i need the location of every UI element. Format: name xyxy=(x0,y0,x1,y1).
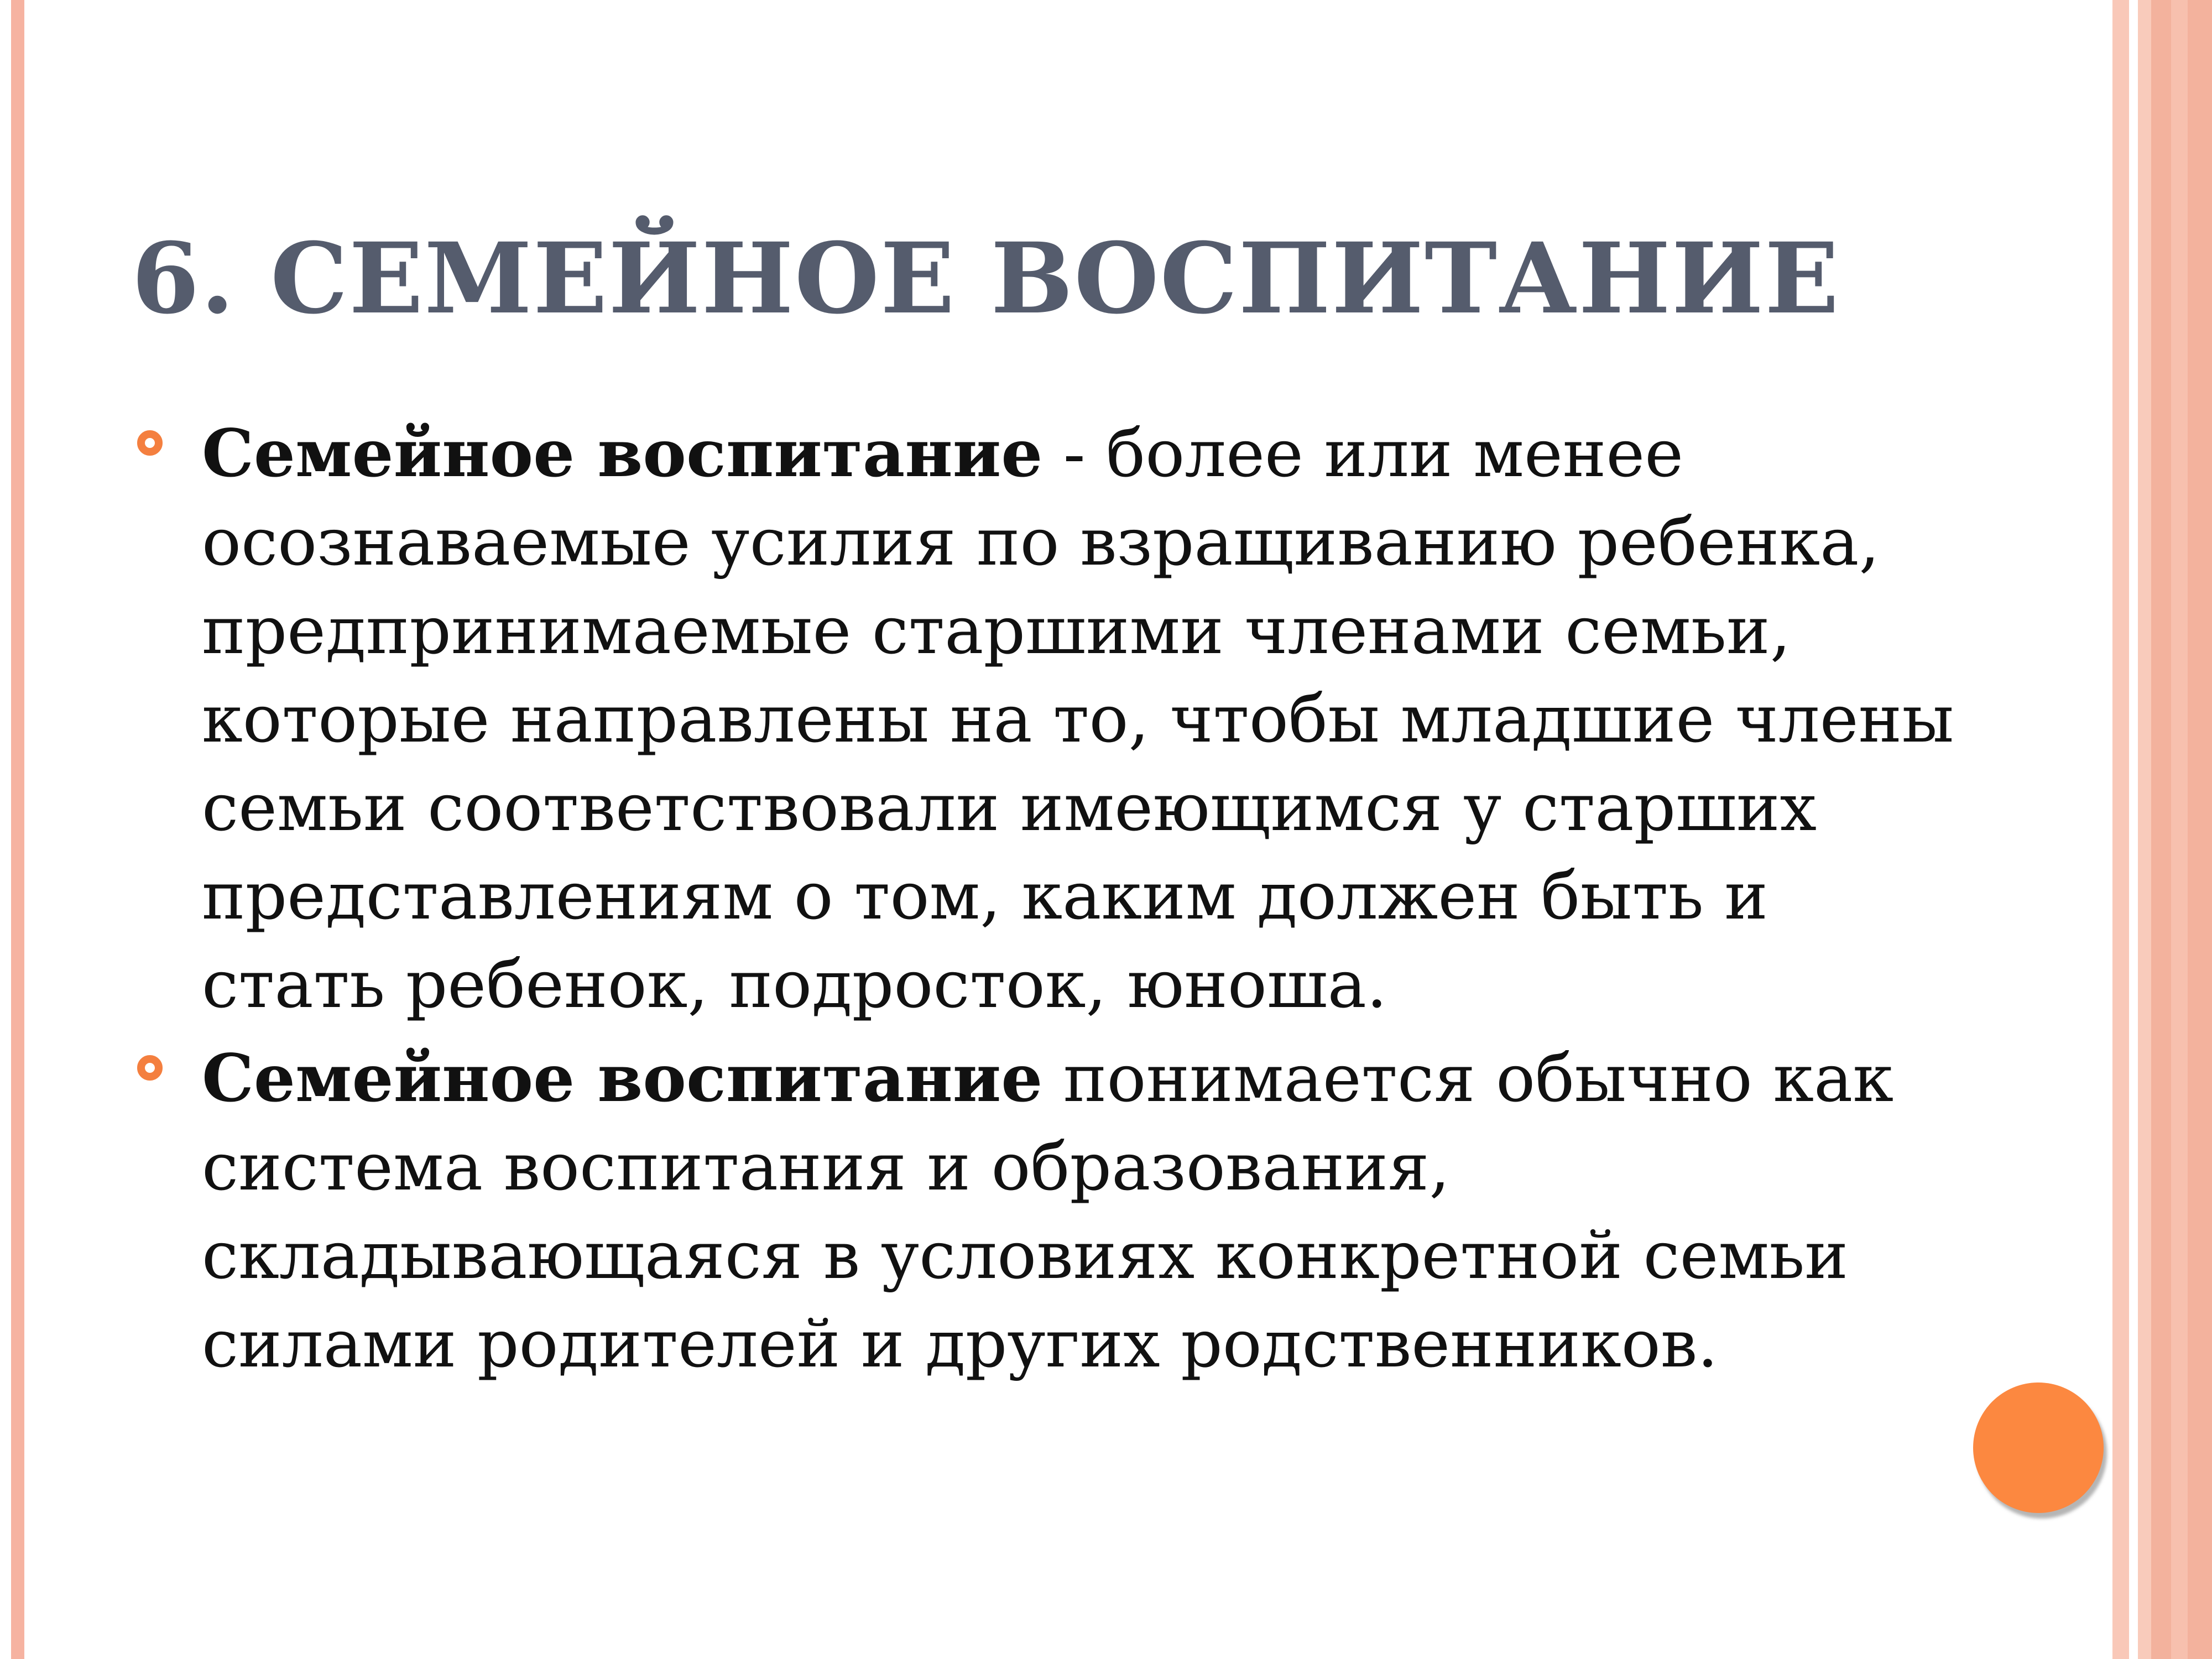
right-decorative-stripe xyxy=(2171,0,2188,1659)
right-decorative-stripe xyxy=(2112,0,2129,1659)
bullet-item xyxy=(133,409,1958,1029)
bullet-ring-icon xyxy=(137,430,163,456)
right-decorative-stripe xyxy=(2138,0,2151,1659)
bullet-text: понимается обычно как система воспитания и образования, складывающаяся в условиях конкретной семьи силами родителей и других родственников. xyxy=(202,1040,1894,1382)
left-decorative-stripe xyxy=(11,0,24,1659)
bullet-term: Семейное воспитание xyxy=(202,415,1043,492)
bullet-text: - более или менее осознаваемые усилия по взращиванию ребенка, предпринимаемые старшими членами семьи, которые направлены на то, чтобы младшие члены семьи соответствовали имеющимся у старших представлениям о том, каким должен быть и стать ребенок, подросток, юноша. xyxy=(202,415,1954,1022)
bullet-ring-icon xyxy=(137,1055,163,1081)
bullet-term: Семейное воспитание xyxy=(202,1040,1043,1117)
bullet-item xyxy=(133,1034,1958,1388)
decorative-orange-circle xyxy=(1973,1383,2104,1513)
slide-content xyxy=(133,409,1958,1388)
slide-title: 6. СЕМЕЙНОЕ ВОСПИТАНИЕ xyxy=(132,221,1840,336)
